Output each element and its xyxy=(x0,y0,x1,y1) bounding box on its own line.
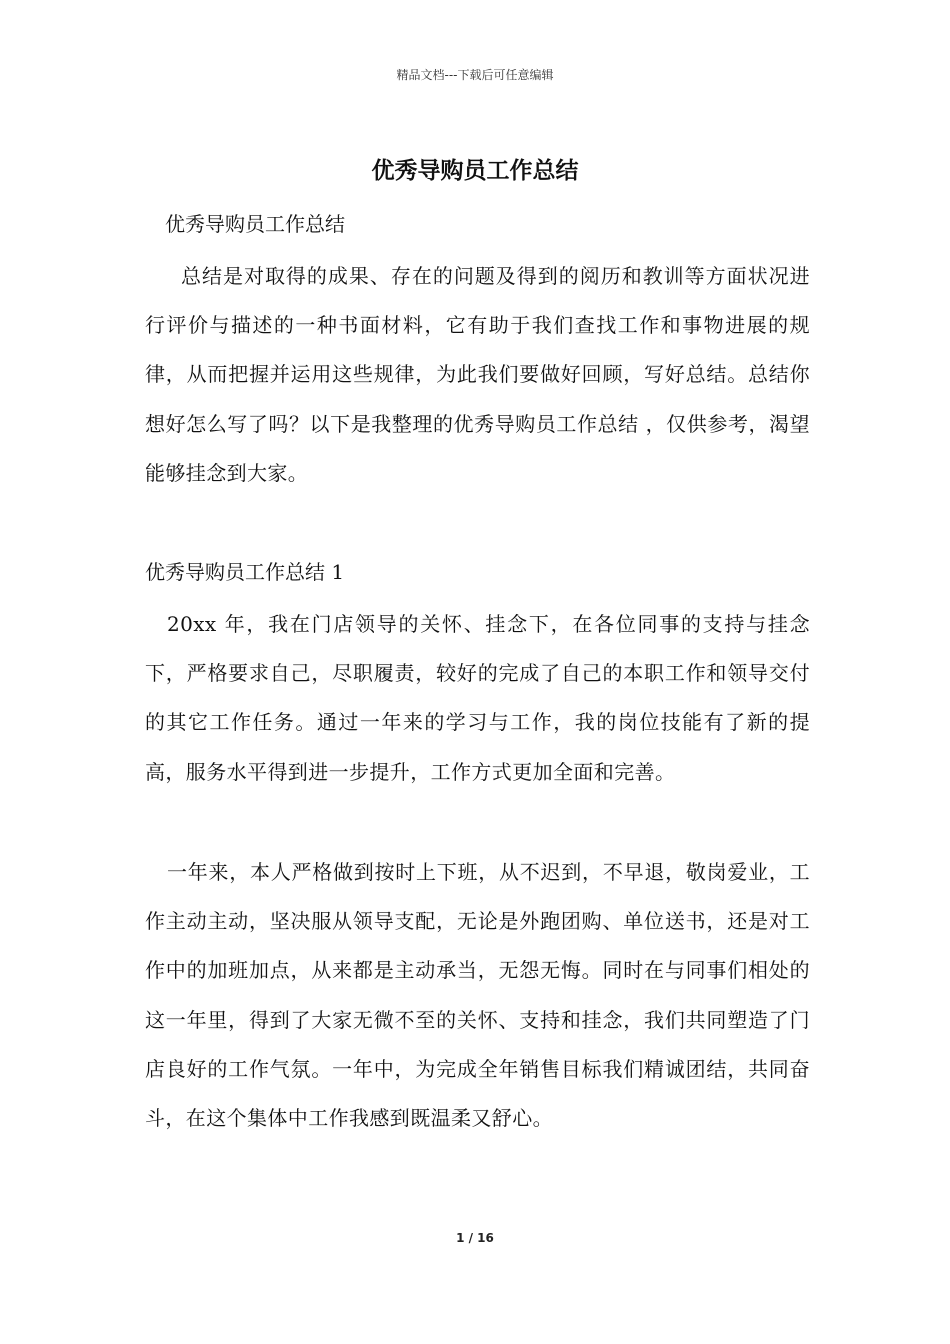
section-heading: 优秀导购员工作总结 1 xyxy=(145,560,345,584)
document-subtitle: 优秀导购员工作总结 xyxy=(165,212,345,236)
body-paragraph-2: 一年来，本人严格做到按时上下班，从不迟到，不早退，敬岗爱业，工作主动主动，坚决服从领导支配，无论是外跑团购、单位送书，还是对工作中的加班加点，从来都是主动承当，无怨无悔。同时在与同事们相处的这一年里，得到了大家无微不至的关怀、支持和挂念，我们共同塑造了门店良好的工作气氛。一年中，为完成全年销售目标我们精诚团结，共同奋斗，在这个集体中工作我感到既温柔又舒心。 xyxy=(145,860,810,1131)
page-number: 1 / 16 xyxy=(456,1231,494,1245)
intro-paragraph: 总结是对取得的成果、存在的问题及得到的阅历和教训等方面状况进行评价与描述的一种书面材料，它有助于我们查找工作和事物进展的规律，从而把握并运用这些规律，为此我们要做好回顾，写好总结。总结你想好怎么写了吗？以下是我整理的优秀导购员工作总结 ，仅供参考，渴望能够挂念到大家。 xyxy=(145,264,810,485)
document-title: 优秀导购员工作总结 xyxy=(371,158,579,184)
body-paragraph-1: 20xx 年，我在门店领导的关怀、挂念下，在各位同事的支持与挂念下，严格要求自己，尽职履责，较好的完成了自己的本职工作和领导交付的其它工作任务。通过一年来的学习与工作，我的岗位技能有了新的提高，服务水平得到进一步提升，工作方式更加全面和完善。 xyxy=(145,612,810,784)
header-note: 精品文档---下载后可任意编辑 xyxy=(396,68,554,82)
